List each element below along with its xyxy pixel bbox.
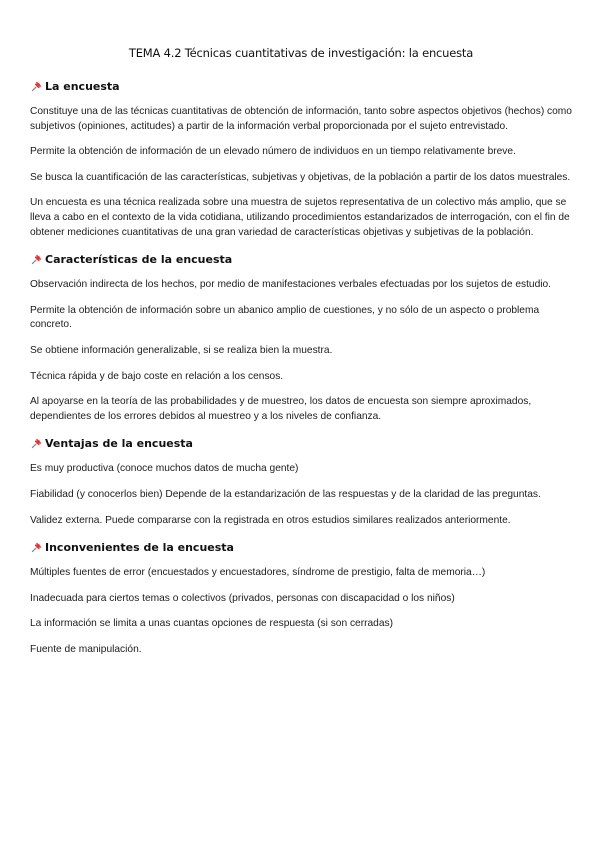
- section-heading: [30, 80, 572, 93]
- section-ventajas: [30, 437, 572, 528]
- paragraph: Fuente de manipulación.: [30, 643, 142, 655]
- paragraph: Constituye una de las técnicas cuantitativas de obtención de información, tanto sobre aspectos objetivos (hechos) como subjetivos (opiniones, actitudes) a partir de la información verbal proporcionada por el sujeto entrevistado.: [30, 106, 572, 132]
- paragraph: Permite la obtención de información de un elevado número de individuos en un tiempo relativamente breve.: [30, 146, 516, 158]
- paragraph: Múltiples fuentes de error (encuestados y encuestadores, síndrome de prestigio, falta de memoria…): [30, 567, 486, 579]
- section-heading-label: Características de la encuesta: [45, 253, 233, 267]
- page-title: TEMA 4.2 Técnicas cuantitativas de investigación: la encuesta: [128, 46, 474, 60]
- paragraph: Es muy productiva (conoce muchos datos de mucha gente): [30, 463, 299, 475]
- paragraph: Un encuesta es una técnica realizada sobre una muestra de sujetos representativa de un colectivo más amplio, que se lleva a cabo en el contexto de la vida cotidiana, utilizando procedimientos estandarizados de interrogación, con el fin de obtener mediciones cuantitativas de una gran variedad de características objetivas y subjetivas de la población.: [30, 197, 570, 238]
- pushpin-icon: [30, 80, 43, 93]
- section-inconvenientes: [30, 541, 572, 657]
- paragraph: Validez externa. Puede compararse con la registrada en otros estudios similares realizados anteriormente.: [30, 514, 511, 526]
- section-heading: [30, 541, 572, 554]
- section-heading: [30, 253, 572, 266]
- section-heading-label: Inconvenientes de la encuesta: [45, 541, 234, 555]
- section-heading-label: La encuesta: [45, 80, 120, 93]
- paragraph: Se obtiene información generalizable, si se realiza bien la muestra.: [30, 344, 333, 356]
- paragraph: Observación indirecta de los hechos, por medio de manifestaciones verbales efectuadas por los sujetos de estudio.: [30, 279, 551, 291]
- section-caracteristicas: [30, 253, 572, 424]
- paragraph: Al apoyarse en la teoría de las probabilidades y de muestreo, los datos de encuesta son siempre aproximados, dependientes de los errores debidos al muestreo y a los niveles de confianza.: [30, 396, 532, 422]
- paragraph: Técnica rápida y de bajo coste en relación a los censos.: [30, 370, 284, 382]
- section-heading: [30, 437, 572, 450]
- paragraph: La información se limita a unas cuantas opciones de respuesta (si son cerradas): [30, 618, 393, 630]
- pushpin-icon: [30, 541, 43, 554]
- pushpin-icon: [30, 437, 43, 450]
- paragraph: Permite la obtención de información sobre un abanico amplio de cuestiones, y no sólo de un aspecto o problema concreto.: [30, 304, 540, 331]
- paragraph: Se busca la cuantificación de las características, subjetivas y objetivas, de la población a partir de los datos muestrales.: [30, 171, 571, 183]
- paragraph: Inadecuada para ciertos temas o colectivos (privados, personas con discapacidad o los niños): [30, 592, 455, 604]
- pushpin-icon: [30, 253, 43, 266]
- paragraph: Fiabilidad (y conocerlos bien) Depende de la estandarización de las respuestas y de la claridad de las preguntas.: [30, 488, 541, 500]
- section-la-encuesta: [30, 80, 572, 240]
- section-heading-label: Ventajas de la encuesta: [45, 437, 193, 451]
